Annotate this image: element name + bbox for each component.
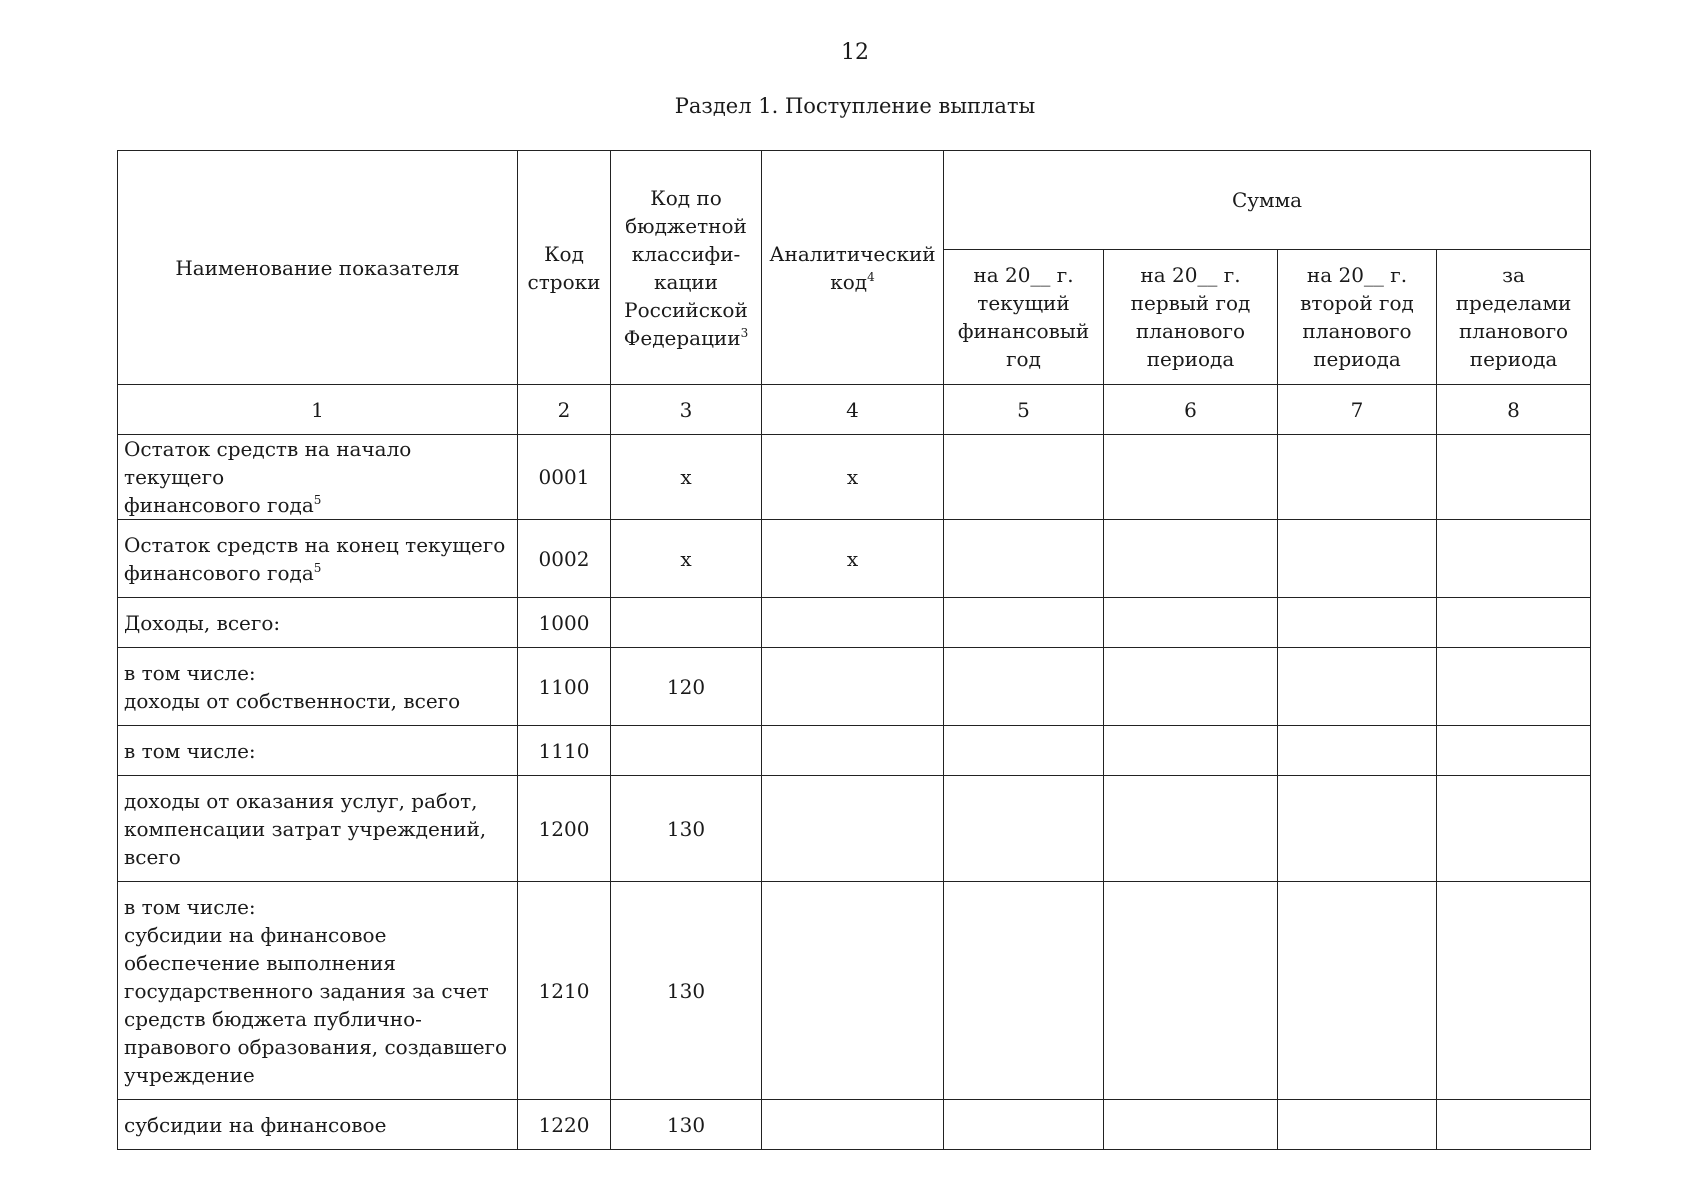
header-row-top [118, 151, 1591, 250]
row-analytic-code [762, 598, 944, 648]
column-number: 4 [762, 385, 944, 435]
row-budget-code [611, 598, 762, 648]
column-number-row [118, 385, 1591, 435]
header-name: Наименование показателя [118, 151, 518, 385]
section-title: Раздел 1. Поступление выплаты [674, 94, 1036, 118]
row-sum-current [944, 598, 1104, 648]
row-sum-beyond [1437, 648, 1591, 726]
column-number: 5 [944, 385, 1104, 435]
row-name-text: в том числе: субсидии на финансовое обеспечение выполнения государственного задания за счет средств бюджета публично- правового образования, создавшего учреждение [124, 894, 508, 1087]
row-sum-current [944, 882, 1104, 1100]
header-sum: Сумма [944, 151, 1591, 250]
row-name [118, 648, 518, 726]
row-sum-plan-2 [1278, 1100, 1437, 1150]
row-sum-beyond [1437, 776, 1591, 882]
table-row [118, 882, 1591, 1100]
row-analytic-code [762, 648, 944, 726]
row-sum-plan-2 [1278, 882, 1437, 1100]
table-row [118, 435, 1591, 520]
row-line-code: 1210 [518, 882, 611, 1100]
row-name [118, 882, 518, 1100]
table-row [118, 726, 1591, 776]
row-analytic-code [762, 1100, 944, 1150]
row-sum-beyond [1437, 726, 1591, 776]
header-beyond-plan: за пределами планового периода [1437, 250, 1591, 385]
row-line-code: 1220 [518, 1100, 611, 1150]
column-number: 2 [518, 385, 611, 435]
table-row [118, 520, 1591, 598]
row-sum-beyond [1437, 1100, 1591, 1150]
table-row [118, 776, 1591, 882]
row-sum-current [944, 1100, 1104, 1150]
row-name-text: доходы от оказания услуг, работ, компенсации затрат учреждений, всего [124, 788, 487, 869]
row-budget-code: 120 [611, 648, 762, 726]
row-sum-plan-1 [1104, 1100, 1278, 1150]
row-sum-plan-1 [1104, 726, 1278, 776]
row-sum-plan-1 [1104, 598, 1278, 648]
row-analytic-code [762, 882, 944, 1100]
row-footnote: 5 [313, 493, 322, 507]
row-line-code: 0002 [518, 520, 611, 598]
row-analytic-code [762, 776, 944, 882]
row-sum-plan-2 [1278, 648, 1437, 726]
row-footnote: 5 [313, 560, 322, 575]
row-name [118, 520, 518, 598]
header-analytic-code: Аналитический код$^4$ [762, 151, 944, 385]
table-row [118, 598, 1591, 648]
header-current-year: на 20__ г. текущий финансовый год [944, 250, 1104, 385]
row-name [118, 776, 518, 882]
footnote-4: 4 [867, 269, 875, 284]
row-analytic-code: x [762, 520, 944, 598]
row-line-code: 1110 [518, 726, 611, 776]
row-sum-beyond [1437, 882, 1591, 1100]
row-sum-current [944, 776, 1104, 882]
row-name-text: Доходы, всего: [124, 610, 281, 635]
table-row [118, 1100, 1591, 1150]
row-name-text: Остаток средств на начало текущего финансового года [124, 437, 412, 517]
row-sum-plan-1 [1104, 882, 1278, 1100]
row-analytic-code [762, 726, 944, 776]
row-budget-code [611, 726, 762, 776]
row-sum-plan-2 [1278, 598, 1437, 648]
page-number: 12 [841, 40, 869, 65]
row-budget-code: 130 [611, 882, 762, 1100]
row-budget-code: x [611, 520, 762, 598]
row-sum-plan-2 [1278, 726, 1437, 776]
row-name-text: в том числе: доходы от собственности, всего [124, 660, 461, 713]
table-body [118, 435, 1591, 1150]
row-sum-beyond [1437, 520, 1591, 598]
row-sum-beyond [1437, 598, 1591, 648]
footnote-3: 3 [740, 325, 749, 340]
row-sum-plan-1 [1104, 776, 1278, 882]
row-budget-code: 130 [611, 776, 762, 882]
row-sum-plan-1 [1104, 648, 1278, 726]
column-number: 7 [1278, 385, 1437, 435]
row-line-code: 1100 [518, 648, 611, 726]
row-name [118, 435, 518, 520]
row-sum-plan-2 [1278, 776, 1437, 882]
row-sum-plan-1 [1104, 435, 1278, 520]
column-number: 8 [1437, 385, 1591, 435]
row-budget-code: 130 [611, 1100, 762, 1150]
row-name-text: в том числе: [124, 738, 256, 763]
row-name [118, 1100, 518, 1150]
row-name [118, 598, 518, 648]
row-sum-current [944, 435, 1104, 520]
header-budget-code: Код по бюджетной классифи- кации Российской Федерации$^3$ [611, 151, 762, 385]
row-line-code: 1200 [518, 776, 611, 882]
header-line-code: Код строки [518, 151, 611, 385]
receipts-table [117, 150, 1591, 1150]
row-name [118, 726, 518, 776]
column-number: 6 [1104, 385, 1278, 435]
row-sum-current [944, 648, 1104, 726]
row-budget-code: x [611, 435, 762, 520]
row-name-text: Остаток средств на конец текущего финансового года [124, 532, 506, 585]
column-number: 1 [118, 385, 518, 435]
row-sum-plan-1 [1104, 520, 1278, 598]
row-analytic-code: x [762, 435, 944, 520]
row-sum-current [944, 520, 1104, 598]
row-sum-plan-2 [1278, 435, 1437, 520]
row-sum-beyond [1437, 435, 1591, 520]
row-line-code: 1000 [518, 598, 611, 648]
row-sum-current [944, 726, 1104, 776]
row-line-code: 0001 [518, 435, 611, 520]
table-row [118, 648, 1591, 726]
row-sum-plan-2 [1278, 520, 1437, 598]
column-number: 3 [611, 385, 762, 435]
header-plan-year-1: на 20__ г. первый год планового периода [1104, 250, 1278, 385]
header-plan-year-2: на 20__ г. второй год планового периода [1278, 250, 1437, 385]
row-name-text: субсидии на финансовое [124, 1112, 387, 1137]
